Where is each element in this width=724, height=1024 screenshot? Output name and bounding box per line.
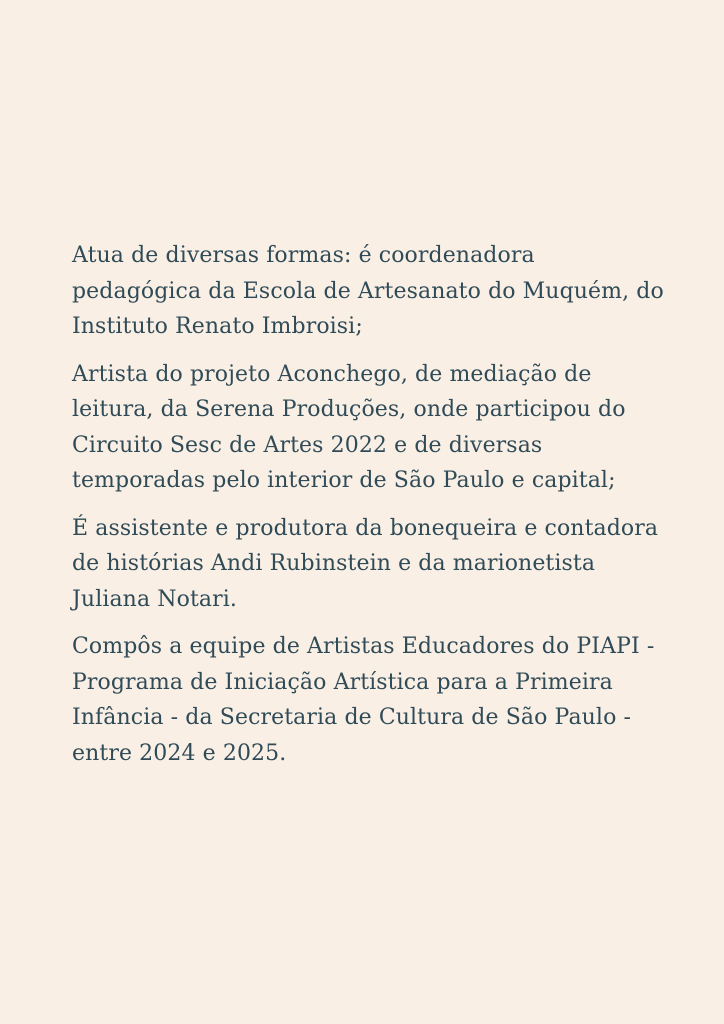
bio-text-block (72, 238, 664, 783)
bio-paragraph-3: É assistente e produtora da bonequeira e contadora de histórias Andi Rubinstein e da marionetista Juliana Notari. (72, 515, 659, 612)
bio-paragraph-2: Artista do projeto Aconchego, de mediação de leitura, da Serena Produções, onde participou do Circuito Sesc de Artes 2022 e de diversas temporadas pelo interior de São Paulo e capital; (72, 361, 626, 493)
bio-paragraph-4: Compôs a equipe de Artistas Educadores do PIAPI - Programa de Iniciação Artística para a Primeira Infância - da Secretaria de Cultura de São Paulo - entre 2024 e 2025. (72, 634, 655, 766)
bio-paragraph-1: Atua de diversas formas: é coordenadora pedagógica da Escola de Artesanato do Muquém, do Instituto Renato Imbroisi; (72, 243, 664, 339)
